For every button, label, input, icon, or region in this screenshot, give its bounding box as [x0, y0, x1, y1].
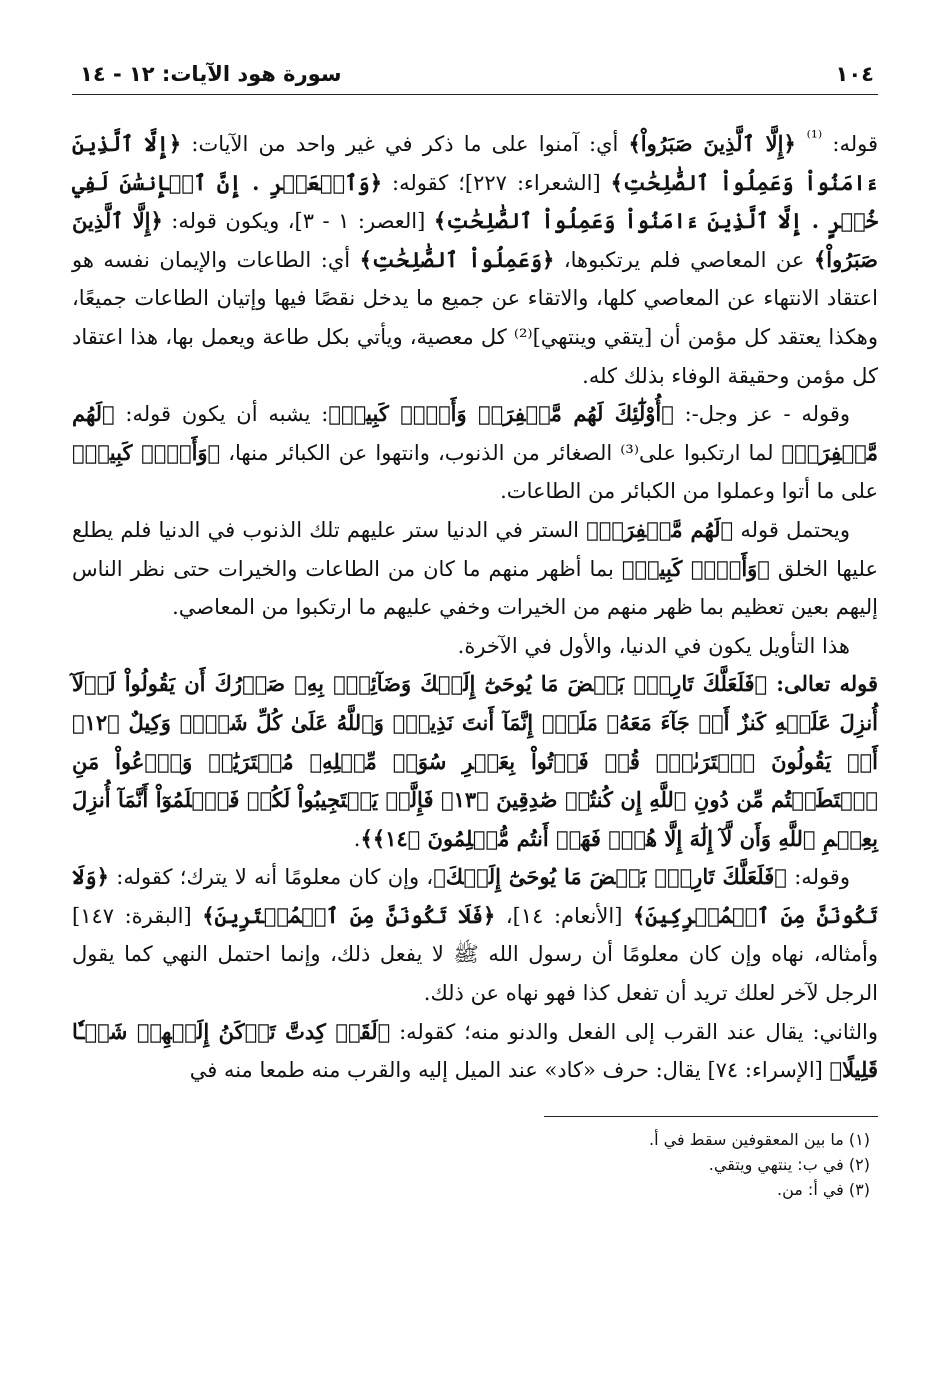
text-segment: أي: آمنوا على ما ذكر في غير واحد من الآيات: — [181, 132, 629, 156]
quran-quote: ﴿وَعَمِلُواْ ٱلصَّٰلِحَٰتِ﴾ — [359, 246, 555, 272]
text-segment: بما أظهر منهم ما كان من الطاعات والخيرات حتى نظر الناس إليهم بعين تعظيم بما ظهر منهم من الخيرات وخفي عليهم ما ارتكبوا من المعاصي. — [72, 556, 878, 620]
quran-quote: ﴿وَأَجۡرٞ كَبِيرٞ﴾ — [621, 555, 770, 581]
footnote-ref: ⁽¹⁾ — [806, 128, 823, 148]
text-segment: قوله: — [822, 132, 878, 156]
book-page — [72, 58, 878, 1358]
paragraph-2 — [72, 395, 878, 511]
quran-quote: ﴿إِلَّا ٱلَّذِينَ صَبَرُواْ﴾ — [628, 131, 807, 156]
footnote-2: (٢) في ب: ينتهي ويتقي. — [708, 1154, 870, 1174]
text-segment: [البقرة: ١٤٧] وأمثاله، نهاه وإن كان معلومًا أن رسول الله ﷺ لا يفعل ذلك، وإنما احتمل النهي كما يقول الرجل لآخر لعلك تريد أن تفعل كذا فهو نهاه عن ذلك. — [72, 903, 878, 1006]
text-segment: ويحتمل قوله — [733, 517, 850, 542]
paragraph-5 — [72, 665, 878, 858]
paragraph-1 — [72, 119, 878, 395]
quran-quote: ﴿إِلَّا ٱلَّذِينَ صَبَرُواْ﴾ — [72, 208, 879, 272]
footnote-1: (١) ما بين المعقوفين سقط في أ. — [648, 1129, 870, 1149]
page-header — [72, 58, 878, 95]
text-segment: [الشعراء: ٢٢٧]؛ كقوله: — [382, 170, 611, 195]
text-segment: والثاني: يقال عند القرب إلى الفعل والدنو منه؛ كقوله: — [390, 1019, 878, 1044]
quran-quote: ﴿لَهُم مَّغۡفِرَةٞ﴾ — [72, 401, 879, 465]
text-segment: الستر في الدنيا ستر عليهم تلك الذنوب في الدنيا فلم يطلع عليها الخلق — [72, 517, 878, 581]
text-segment: : يشبه أن يكون قوله: — [114, 402, 329, 427]
footnote-divider — [544, 1116, 878, 1117]
quran-quote: ﴿وَلَا تَكُونَنَّ مِنَ ٱلۡمُشۡرِكِينَ﴾ — [72, 864, 878, 928]
section-title: سورة هود الآيات: ١٢ - ١٤ — [80, 62, 342, 86]
text-segment: هذا التأويل يكون في الدنيا، والأول في الآخرة. — [457, 633, 850, 658]
paragraph-3 — [72, 511, 878, 627]
quran-quote: ﴿لَهُم مَّغۡفِرَةٞ﴾ — [586, 516, 734, 542]
text-segment: [العصر: ١ - ٣]، ويكون قوله: — [162, 209, 434, 234]
quran-quote: ﴿فَلَا تَكُونَنَّ مِنَ ٱلۡمُمۡتَرِينَ﴾ — [202, 902, 496, 928]
quran-quote: ﴿لَقَدۡ كِدتَّ تَرۡكَنُ إِلَيۡهِمۡ شَيۡـٔٗا قَلِيلًا﴾ — [72, 1018, 878, 1083]
quran-quote: ﴿فَلَعَلَّكَ تَارِكُۢ بَعۡضَ مَا يُوحَىٰٓ إِلَيۡكَ﴾ — [433, 864, 787, 890]
text-segment: [الأنعام: ١٤]، — [495, 903, 633, 928]
paragraph-4 — [72, 627, 878, 666]
text-segment: . — [353, 826, 361, 851]
text-segment: أي: الطاعات والإيمان نفسه هو اعتقاد الانتهاء عن المعاصي كلها، والاتقاء عن جميع ما يدخل نقصًا فيها وإتيان الطاعات جميعًا، وهكذا يعتقد كل مؤمن أن [يتقي وينتهي]⁽²⁾ كل معصية، ويأتي بكل طاعة ويعمل بها، هذا اعتقاد كل مؤمن وحقيقة الوفاء بذلك كله. — [72, 247, 878, 388]
footnotes — [72, 1127, 878, 1202]
text-segment: لما ارتكبوا على⁽³⁾ الصغائر من الذنوب، وانتهوا عن الكبائر منها، — [220, 440, 782, 465]
page-number: ١٠٤ — [835, 62, 874, 86]
text-segment: عن المعاصي فلم يرتكبوها، — [554, 247, 814, 272]
quran-quote: ﴿إِلَّا ٱلَّذِينَ ءَامَنُواْ وَعَمِلُواْ ٱلصَّٰلِحَٰتِ﴾ — [72, 131, 879, 195]
text-segment: وقوله - عز وجل-: — [673, 402, 851, 427]
text-segment: وقوله: — [786, 865, 850, 890]
text-segment: ، وإن كان معلومًا أنه لا يترك؛ كقوله: — [108, 865, 434, 890]
footnote-3: (٣) في أ: من. — [777, 1179, 870, 1199]
text-segment: على ما أتوا وعملوا من الكبائر من الطاعات. — [500, 479, 878, 504]
paragraph-6 — [72, 858, 878, 1012]
verse-lead: قوله تعالى: — [767, 671, 879, 697]
page-body — [72, 119, 878, 1090]
quran-quote: ﴿أُوْلَٰٓئِكَ لَهُم مَّغۡفِرَةٞ وَأَجۡرٞ كَبِيرٞ﴾ — [328, 401, 674, 427]
quran-quote: ﴿وَٱلۡعَصۡرِ . إِنَّ ٱلۡإِنسَٰنَ لَفِي خُسۡرٍ . إِلَّا ٱلَّذِينَ ءَامَنُواْ وَعَمِلُواْ ٱلصَّٰلِحَٰتِ﴾ — [72, 169, 878, 234]
paragraph-7 — [72, 1013, 878, 1090]
text-segment: [الإسراء: ٧٤] يقال: حرف «كاد» عند الميل إليه والقرب منه طمعا منه في — [189, 1058, 830, 1083]
quran-quote: ﴿فَلَعَلَّكَ تَارِكُۢ بَعۡضَ مَا يُوحَىٰٓ إِلَيۡكَ وَضَآئِقُۢ بِهِۦ صَدۡرُكَ أَن يَقُولُواْ لَوۡلَآ أُنزِلَ عَلَيۡهِ كَنزٌ أَوۡ جَآءَ مَعَهُۥ مَلَكٌۚ إِنَّمَآ أَنتَ نَذِيرٞۚ وَٱللَّهُ عَلَىٰ كُلِّ شَيۡءٖ وَكِيلٌ ﴿١٢﴾ أَمۡ يَقُولُونَ ٱفۡتَرَىٰهُۖ قُلۡ فَأۡتُواْ بِعَشۡرِ سُوَرٖ مِّثۡلِهِۦ مُفۡتَرَيَٰتٖ وَٱدۡعُواْ مَنِ ٱسۡتَطَعۡتُم مِّن دُونِ ٱللَّهِ إِن كُنتُمۡ صَٰدِقِينَ ﴿١٣﴾ فَإِلَّمۡ يَسۡتَجِيبُواْ لَكُمۡ فَٱعۡلَمُوٓاْ أَنَّمَآ أُنزِلَ بِعِلۡمِ ٱللَّهِ وَأَن لَّآ إِلَٰهَ إِلَّا هُوَۖ فَهَلۡ أَنتُم مُّسۡلِمُونَ ﴿١٤﴾﴾ — [72, 671, 878, 851]
quran-quote: ﴿وَأَجۡرٞ كَبِيرٞ﴾ — [72, 439, 221, 465]
